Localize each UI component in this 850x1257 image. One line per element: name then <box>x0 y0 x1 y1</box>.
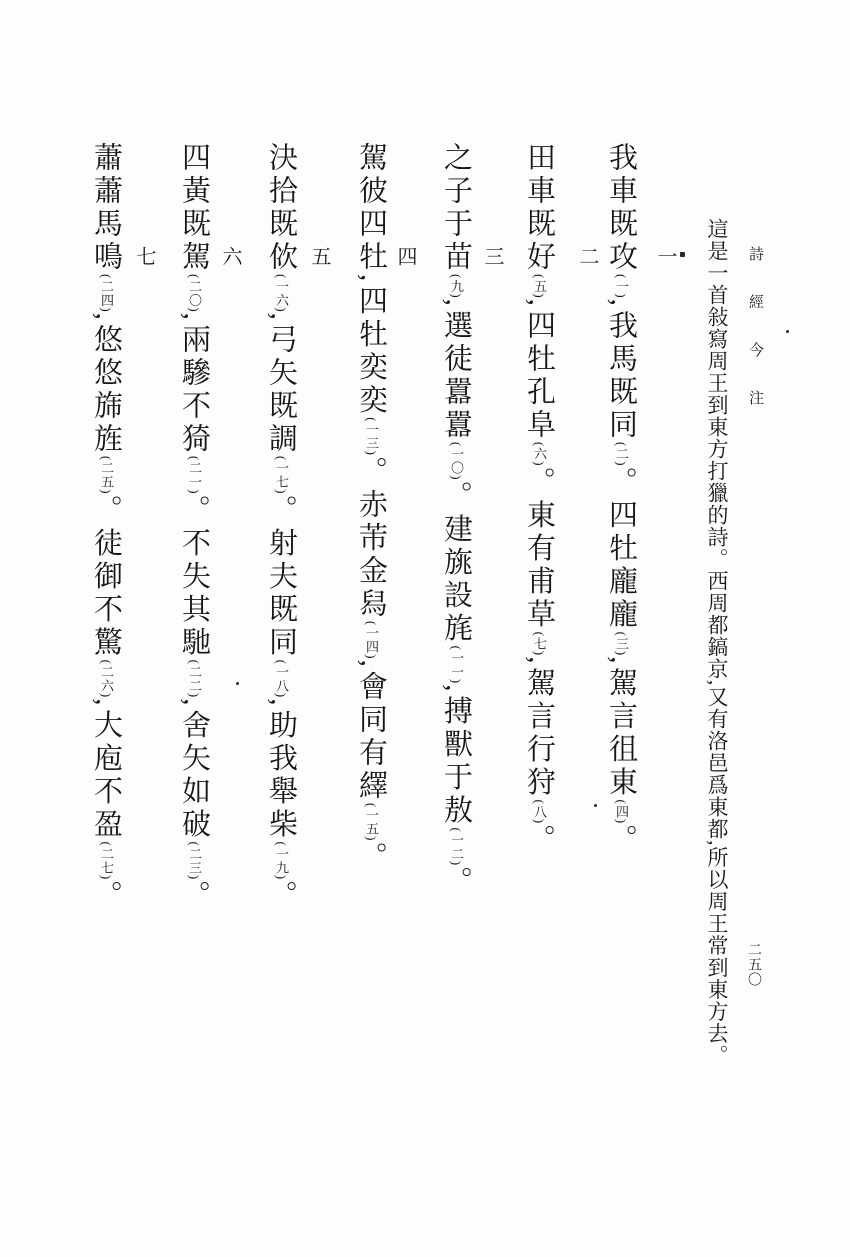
verse-text: 決拾既佽 <box>265 142 297 274</box>
verse-line-6 <box>179 142 208 913</box>
verse-text: 蕭蕭馬鳴 <box>90 142 122 274</box>
verse-text: 四黃既駕 <box>178 142 210 274</box>
verse-text: ,助我舉柴 <box>265 698 297 842</box>
scan-speck <box>680 252 685 257</box>
verse-text: ,舍矢如破 <box>178 698 210 842</box>
note-ref: (九) <box>449 274 464 299</box>
scan-speck <box>594 804 597 807</box>
note-ref: (八) <box>532 799 547 825</box>
verse-text: 田車既好 <box>523 142 555 274</box>
note-ref: (一) <box>614 274 629 299</box>
note-ref: (四) <box>614 799 629 825</box>
verse-text: 。 <box>605 824 637 858</box>
verse-text: ,駕言徂東 <box>605 656 637 800</box>
note-ref: (七) <box>532 631 547 657</box>
section-number-1: 一 <box>654 246 676 266</box>
note-ref: (一七) <box>274 455 289 495</box>
verse-line-1 <box>606 142 635 857</box>
verse-text: 之子于苗 <box>440 142 472 274</box>
note-ref: (二) <box>614 441 629 467</box>
verse-text: 。四牡龐龐 <box>605 466 637 632</box>
verse-text: 。不失其馳 <box>178 494 210 660</box>
verse-text: ,會同有繹 <box>355 659 387 803</box>
verse-text: 駕彼四牡,四牡奕奕 <box>355 142 387 418</box>
verse-line-4 <box>356 142 385 875</box>
note-ref: (一〇) <box>449 441 464 481</box>
verse-text: 。 <box>265 880 297 914</box>
note-ref: (二四) <box>99 274 114 313</box>
verse-line-3 <box>441 142 470 899</box>
verse-text: ,四牡孔阜 <box>523 298 555 442</box>
note-ref: (二三) <box>187 841 202 881</box>
section-number-7: 七 <box>133 246 155 266</box>
verse-text: ,駕言行狩 <box>523 656 555 800</box>
note-ref: (二七) <box>99 841 114 881</box>
note-ref: (二二) <box>187 659 202 699</box>
note-ref: (二一) <box>187 455 202 495</box>
verse-text: 我車既攻 <box>605 142 637 274</box>
verse-text: 。 <box>523 824 555 858</box>
note-ref: (三) <box>614 631 629 657</box>
verse-text: ,我馬既同 <box>605 298 637 442</box>
verse-text: 。 <box>178 880 210 914</box>
verse-text: ,兩驂不猗 <box>178 312 210 456</box>
verse-text: ,選徒囂囂 <box>440 298 472 442</box>
verse-text: 。赤芾金舄 <box>355 455 387 621</box>
note-ref: (一四) <box>364 620 379 660</box>
section-number-3: 三 <box>481 246 503 266</box>
verse-line-5 <box>266 142 295 913</box>
book-title: 詩經今注 <box>747 246 763 438</box>
verse-text: ,弓矢既調 <box>265 312 297 456</box>
note-ref: (六) <box>532 441 547 467</box>
note-ref: (一一) <box>449 645 464 685</box>
verse-line-2 <box>524 142 553 857</box>
note-ref: (一五) <box>364 802 379 842</box>
verse-text: ,悠悠旆旌 <box>90 312 122 456</box>
verse-text: 。徒御不驚 <box>90 494 122 660</box>
verse-text: 。 <box>90 880 122 914</box>
section-number-2: 二 <box>576 246 598 266</box>
note-ref: (一二) <box>449 827 464 867</box>
note-ref: (一八) <box>274 659 289 699</box>
verse-text: 。射夫既同 <box>265 494 297 660</box>
page-number: 二五〇 <box>746 942 761 987</box>
note-ref: (二〇) <box>187 274 202 313</box>
note-ref: (二五) <box>99 455 114 495</box>
verse-text: 。 <box>440 866 472 900</box>
verse-text: ,大庖不盈 <box>90 698 122 842</box>
note-ref: (二六) <box>99 659 114 699</box>
note-ref: (一九) <box>274 841 289 881</box>
verse-text: 。東有甫草 <box>523 466 555 632</box>
note-ref: (五) <box>532 274 547 299</box>
section-number-5: 五 <box>308 246 330 266</box>
section-number-6: 六 <box>219 246 241 266</box>
verse-line-7 <box>91 142 120 913</box>
verse-text: 。建旐設旄 <box>440 480 472 646</box>
note-ref: (一三) <box>364 417 379 456</box>
scan-speck <box>786 330 789 333</box>
section-number-4: 四 <box>394 246 416 266</box>
scan-speck <box>236 682 239 685</box>
note-ref: (一六) <box>274 274 289 313</box>
verse-text: ,搏獸于敖 <box>440 684 472 828</box>
intro-paragraph: 這是一首敍寫周王到東方打獵的詩。西周都鎬京,又有洛邑爲東都,所以周王常到東方去。 <box>705 218 729 1067</box>
verse-text: 。 <box>355 841 387 875</box>
